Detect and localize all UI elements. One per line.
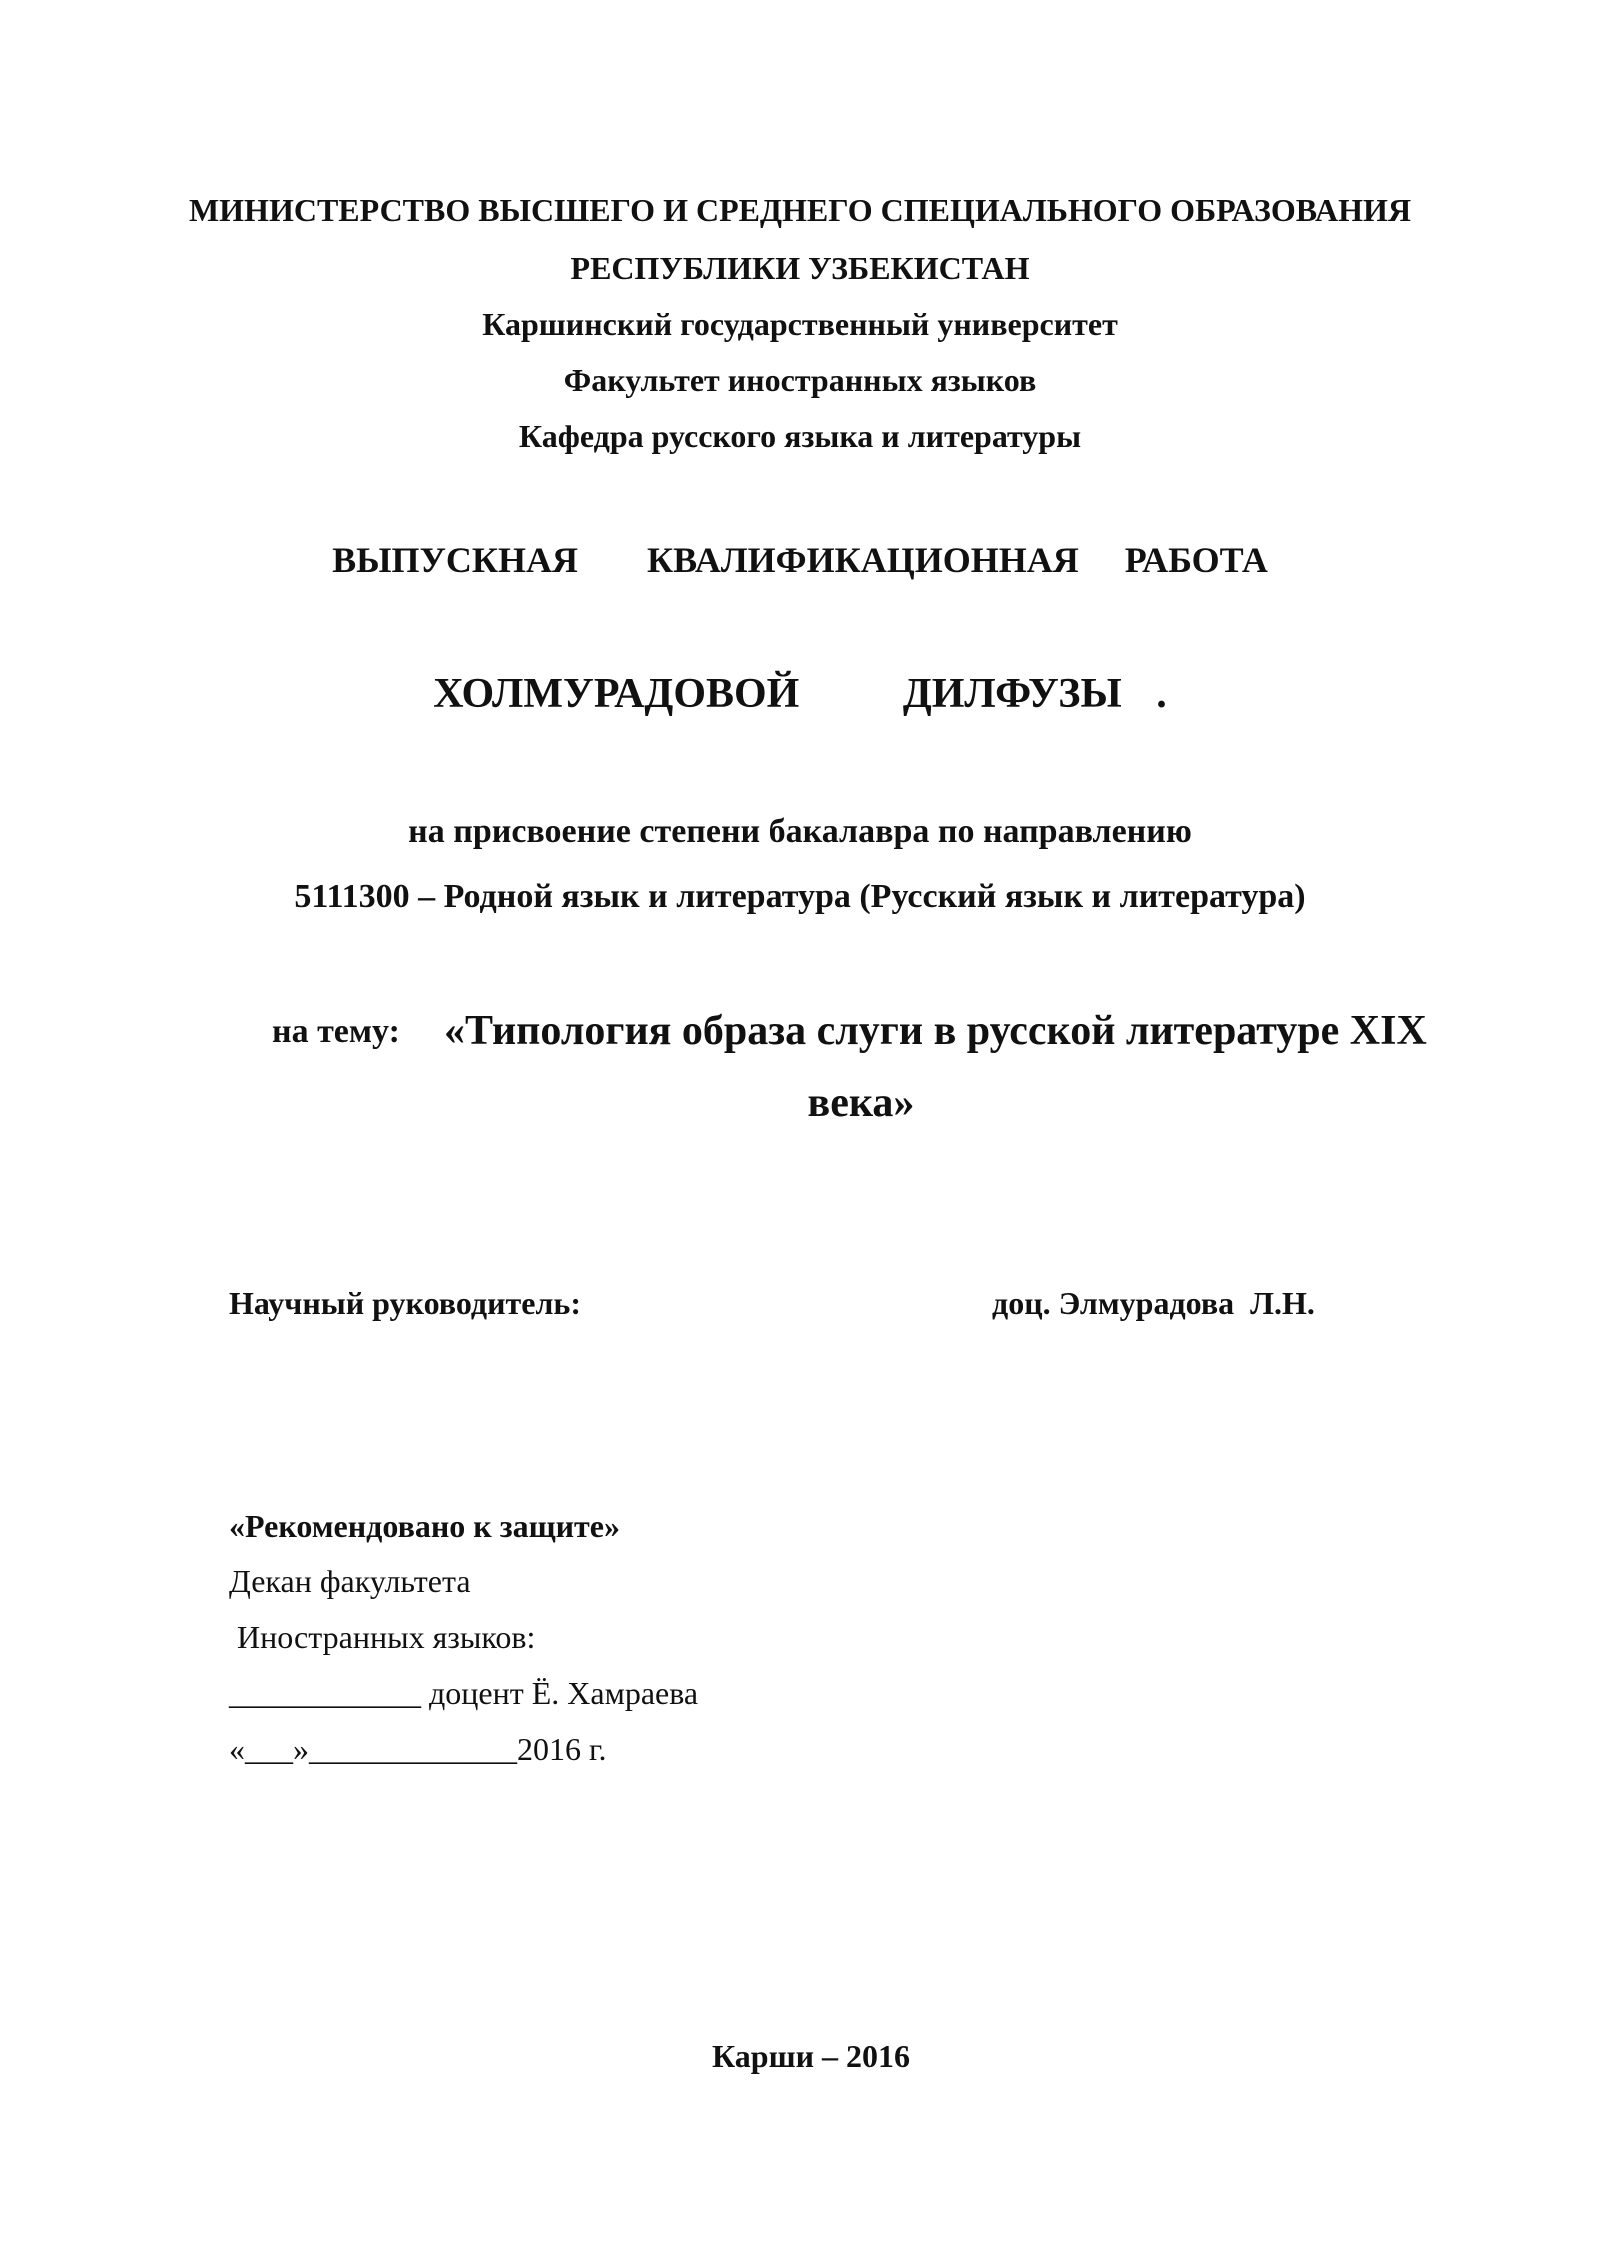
- author-name: ХОЛМУРАДОВОЙ ДИЛФУЗЫ .: [433, 671, 1167, 717]
- topic-title-line-1: «Типология образа слуги в русской литературе XIX: [444, 1008, 1427, 1054]
- dean-faculty: Иностранных языков:: [229, 1619, 536, 1655]
- signature-date-line: «___»_____________2016 г.: [229, 1731, 607, 1767]
- university-name: Каршинский государственный университет: [482, 306, 1118, 342]
- topic-prefix: на тему:: [272, 1013, 400, 1050]
- recommended-for-defense: «Рекомендовано к защите»: [229, 1508, 620, 1544]
- topic-title-line-2: века»: [807, 1080, 915, 1126]
- ministry-line-1: МИНИСТЕРСТВО ВЫСШЕГО И СРЕДНЕГО СПЕЦИАЛЬНОГО ОБРАЗОВАНИЯ: [188, 192, 1412, 228]
- work-type-title: ВЫПУСКНАЯ КВАЛИФИКАЦИОННАЯ РАБОТА: [332, 540, 1268, 580]
- ministry-line-2: РЕСПУБЛИКИ УЗБЕКИСТАН: [570, 250, 1030, 286]
- dean-title: Декан факультета: [229, 1563, 471, 1599]
- supervisor-label: Научный руководитель:: [229, 1285, 581, 1321]
- faculty-name: Факультет иностранных языков: [563, 362, 1037, 398]
- dean-signature-line: ____________ доцент Ё. Хамраева: [229, 1675, 699, 1711]
- city-year: Карши – 2016: [711, 2038, 911, 2074]
- degree-line: на присвоение степени бакалавра по направлению: [408, 813, 1192, 850]
- department-name: Кафедра русского языка и литературы: [518, 418, 1082, 454]
- direction-line: 5111300 – Родной язык и литература (Русский язык и литература): [294, 878, 1306, 915]
- supervisor-name: доц. Элмурадова Л.Н.: [992, 1285, 1315, 1321]
